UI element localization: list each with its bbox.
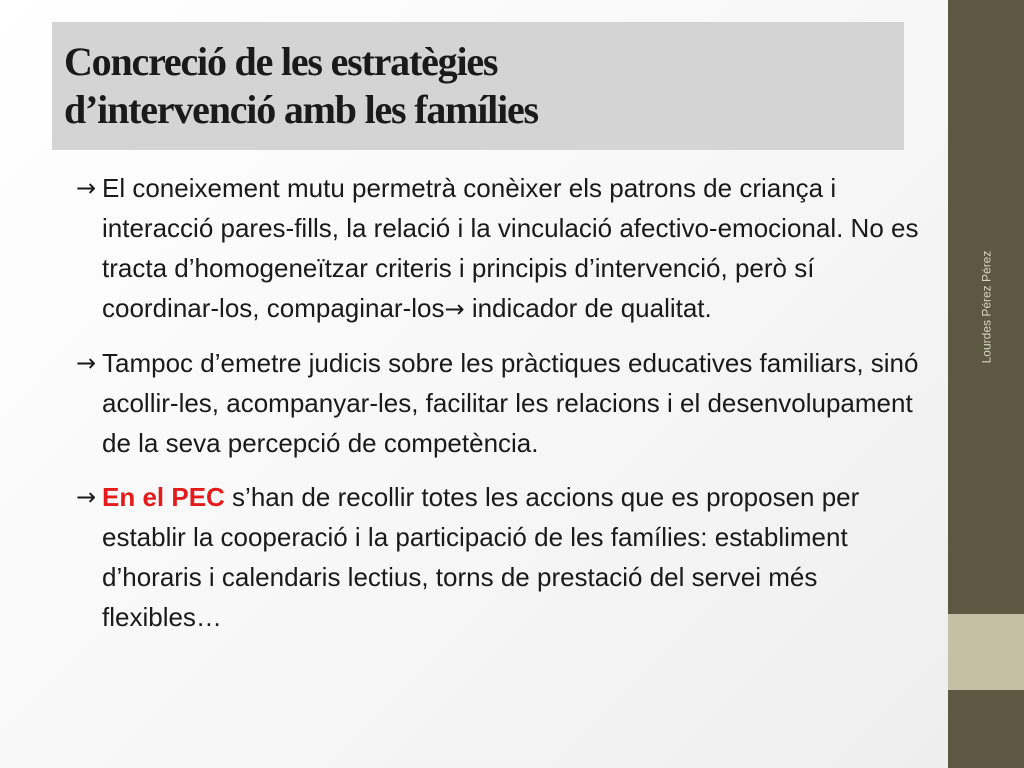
title-box <box>52 22 904 150</box>
bullet-2-text: Tampoc d’emetre judicis sobre les pràctiques educatives familiars, sinó acollir-les, acompanyar-les, facilitar les relacions i el desenvolupament de la seva percepció de competència. <box>102 348 919 458</box>
bullet-item-1 <box>76 168 924 329</box>
pec-highlight: En el PEC <box>102 482 225 512</box>
bullet-item-3 <box>76 477 924 637</box>
bullet-3-text: s’han de recollir totes les accions que es proposen per establir la cooperació i la participació de les famílies: establiment d’horaris i calendaris lectius, torns de prestació del servei més flexibles… <box>102 482 860 632</box>
bullet-1-text-end: indicador de qualitat. <box>464 293 712 323</box>
title-line-1: Concreció de les estratègies <box>64 39 498 84</box>
title-line-2: d’intervenció amb les famílies <box>64 87 538 132</box>
slide-content <box>76 168 924 651</box>
arrow-right-icon: → <box>76 174 97 202</box>
sidebar-accent-band <box>948 614 1024 690</box>
sidebar-author-container <box>948 0 1024 614</box>
slide-title <box>64 38 894 134</box>
bullet-1-text: El coneixement mutu permetrà conèixer els patrons de criança i interacció pares-fills, la relació i la vinculació afectivo-emocional. No es tracta d’homogeneïtzar criteris i principis d’intervenció, però sí coordinar-los, compaginar-los <box>102 173 919 323</box>
arrow-right-icon: → <box>76 349 97 377</box>
author-label: Lourdes Pérez Pérez <box>979 250 994 364</box>
sidebar-panel-bottom <box>948 690 1024 768</box>
inline-arrow-right-icon: → <box>444 295 465 323</box>
arrow-right-icon: → <box>76 483 97 511</box>
bullet-item-2 <box>76 343 924 463</box>
